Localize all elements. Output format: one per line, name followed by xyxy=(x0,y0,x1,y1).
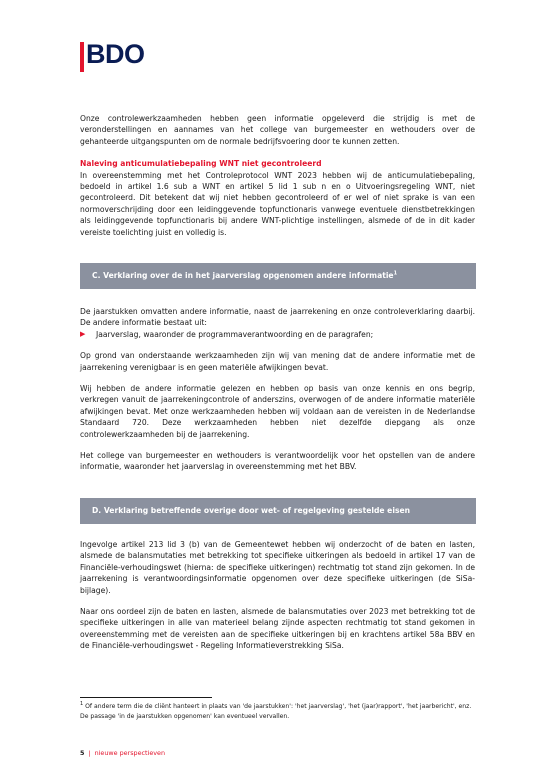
section-c-p3: Wij hebben de andere informatie gelezen en hebben op basis van onze kennis en ons begrip, verkregen vanuit de jaarrekeningcontrole of anderszins, overwogen of de andere informatie materiële afwijkingen bevat. Met onze werkzaamheden hebben wij voldaan aan de vereisten in de Nederlandse Standaard 720. Deze werkzaamheden hebben niet dezelfde diepgang als onze controlewerkzaamheden bij de jaarrekening. xyxy=(80,384,475,439)
footnote xyxy=(80,702,474,721)
anticumulatie-paragraph: In overeenstemming met het Controleprotocol WNT 2023 hebben wij de anticumulatiebepaling, bedoeld in artikel 1.6 sub a WNT en artikel 5 lid 1 sub n en o Uitvoeringsregeling WNT, niet gecontroleerd. Dit betekent dat wij niet hebben gecontroleerd of er wel of niet sprake is van een normoverschrijding door een leidinggevende topfunctionaris vanwege eventuele dienstbetrekkingen als leidinggevende topfunctionaris bij andere WNT-plichtige instellingen, alsmede of de in dit kader vereiste toelichting juist en volledig is. xyxy=(80,170,475,237)
section-c-heading xyxy=(92,271,397,280)
footnote-reference[interactable]: 1 xyxy=(393,270,398,277)
section-d-heading-band xyxy=(80,498,476,524)
footer-tagline: nieuwe perspectieven xyxy=(94,749,166,757)
footnote-divider xyxy=(80,697,212,698)
section-c-heading-text: C. Verklaring over de in het jaarverslag opgenomen andere informatie xyxy=(92,271,394,280)
footer-separator: | xyxy=(88,749,91,757)
footnote-text: Of andere term die de cliënt hanteert in plaats van 'de jaarstukken': 'het jaarverslag', 'het (jaar)rapport', 'het jaarbericht', enz. De passage 'in de jaarstukken opgenomen' kan eventueel vervallen. xyxy=(80,703,472,720)
footnote-marker: 1 xyxy=(80,700,84,707)
page-footer xyxy=(80,749,165,757)
section-c-p1: De jaarstukken omvatten andere informatie, naast de jaarrekening en onze controleverklaring daarbij. De andere informatie bestaat uit: xyxy=(80,307,475,328)
triangle-bullet-icon: ▶ xyxy=(80,329,86,338)
intro-paragraph: Onze controlewerkzaamheden hebben geen informatie opgeleverd die strijdig is met de veronderstellingen en aannames van het college van burgemeester en wethouders over de gehanteerde uitgangspunten om de normale bedrijfsvoering door te kunnen zetten. xyxy=(80,114,475,146)
bdo-logo xyxy=(80,39,160,72)
section-d-heading: D. Verklaring betreffende overige door wet- of regelgeving gestelde eisen xyxy=(92,506,411,515)
page-number: 5 xyxy=(80,749,85,757)
logo-text: BDO xyxy=(86,39,145,69)
anticumulatie-heading: Naleving anticumulatiebepaling WNT niet gecontroleerd xyxy=(80,159,322,169)
logo-red-bar xyxy=(80,42,84,72)
section-c-heading-band xyxy=(80,263,476,289)
section-d-p2: Naar ons oordeel zijn de baten en lasten, alsmede de balansmutaties over 2023 met betrekking tot de specifieke uitkeringen in alle van materieel belang zijnde aspecten rechtmatig tot stand gekomen in overeenstemming met de vereisten aan de specifieke uitkeringen bij en krachtens artikel 58a BBV en de Financiële-verhoudingswet - Regeling Informatieverstrekking SiSa. xyxy=(80,607,475,651)
page-body xyxy=(80,113,475,238)
bullet-text: Jaarverslag, waaronder de programmaverantwoording en de paragrafen; xyxy=(96,329,374,339)
bullet-item xyxy=(80,329,475,340)
section-d-p1: Ingevolge artikel 213 lid 3 (b) van de Gemeentewet hebben wij onderzocht of de baten en lasten, alsmede de balansmutaties met betrekking tot specifieke uitkeringen als bedoeld in artikel 17 van de Financiële-verhoudingswet (hierna: de specifieke uitkeringen) rechtmatig tot stand zijn gekomen. In de jaarrekening is verantwoordingsinformatie opgenomen over deze specifieke uitkeringen (de SiSa-bijlage). xyxy=(80,540,475,595)
section-c-p2: Op grond van onderstaande werkzaamheden zijn wij van mening dat de andere informatie met de jaarrekening verenigbaar is en geen materiële afwijkingen bevat. xyxy=(80,351,475,372)
section-d-body xyxy=(80,539,475,652)
section-c-p4: Het college van burgemeester en wethouders is verantwoordelijk voor het opstellen van de andere informatie, waaronder het jaarverslag in overeenstemming met het BBV. xyxy=(80,451,475,472)
section-c-body xyxy=(80,306,475,473)
